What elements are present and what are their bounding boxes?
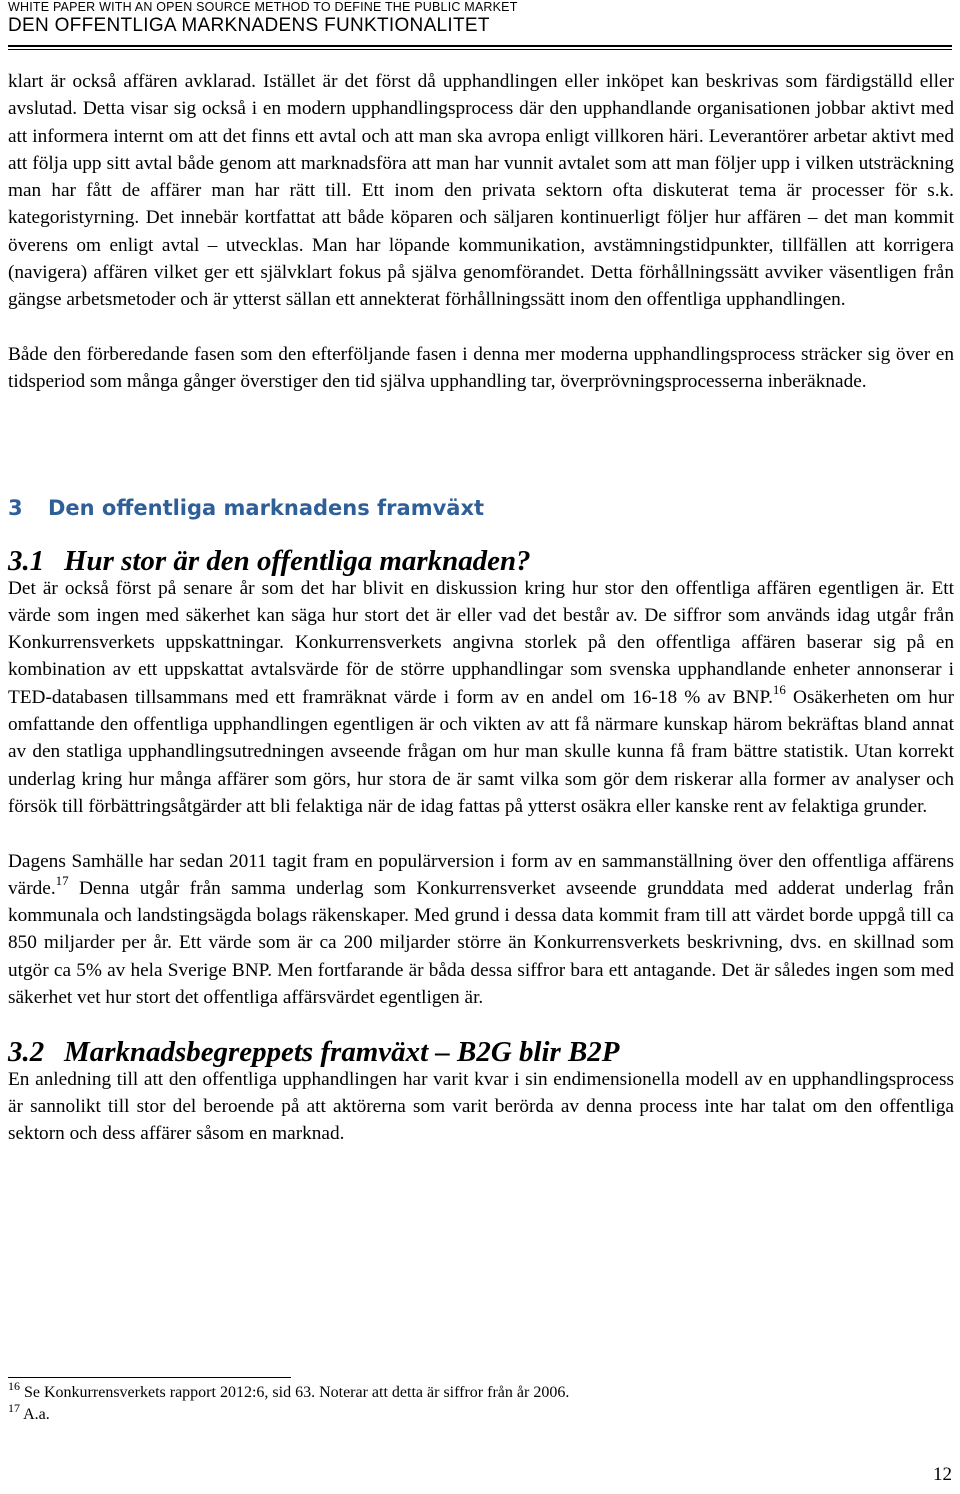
- page-header: [8, 0, 952, 37]
- footnote-reference[interactable]: 17: [55, 873, 69, 889]
- paragraph: [8, 575, 954, 821]
- paragraph: Både den förberedande fasen som den efterföljande fasen i denna mer moderna upphandlingsprocess sträcker sig över en tidsperiod som många gånger överstiger den tid själva upphandling tar, överprövningsprocesserna inberäknade.: [8, 343, 954, 393]
- subsection-number: 3.1: [8, 544, 45, 577]
- footnote-text: A.a.: [20, 1406, 50, 1423]
- footnotes: [8, 1378, 948, 1426]
- footnote-reference[interactable]: 16: [772, 682, 786, 698]
- paragraph-text: Det är också först på senare år som det har blivit en diskussion kring hur stor den offentliga affären egentligen är. Ett värde som ingen med säkerhet kan säga hur stort det är eller vad det består av. De siffror som används idag utgår från Konkurrensverkets uppskattningar. Konkurrensverkets angivna storlek på den offentliga affären baserar sig på en kombination av ett uppskattat avtalsvärde för de större upphandlingar som svenska upphandlande enheter annonserar i TED-databasen tillsammans med ett framräknat värde i form av en andel om 16-18 % av BNP.: [8, 577, 954, 708]
- subsection-title: Marknadsbegreppets framväxt – B2G blir B2P: [64, 1035, 620, 1068]
- section-number: 3: [8, 495, 23, 520]
- header-divider: [8, 45, 952, 50]
- header-title: DEN OFFENTLIGA MARKNADENS FUNKTIONALITET: [8, 15, 490, 36]
- footnote-number: 17: [8, 1400, 20, 1415]
- footnote: [8, 1378, 948, 1404]
- section-title: Den offentliga marknadens framväxt: [48, 495, 485, 520]
- paragraph-text: Dagens Samhälle har sedan 2011 tagit fram en populärversion i form av en sammanställning över den offentliga affärens värde.: [8, 850, 954, 899]
- footnote-text: Se Konkurrensverkets rapport 2012:6, sid 63. Noterar att detta är siffror från år 2006.: [20, 1384, 570, 1401]
- paragraph-text: Denna utgår från samma underlag som Konkurrensverket avseende grunddata med adderat underlag från kommunala och landstingsägda bolags räkenskaper. Med grund i dessa data kommit fram till att värdet borde uppgå till ca 850 miljarder per år. Ett värde som är ca 200 miljarder större än Konkurrensverkets beskrivning, dvs. en skillnad som utgör ca 5% av hela Sverige BNP. Men fortfarande är båda dessa siffror bara ett antagande. Det är således ingen som med säkerhet vet hur stort det offentliga affärsvärdet egentligen är.: [8, 877, 954, 1009]
- subsection-title: Hur stor är den offentliga marknaden?: [64, 544, 531, 577]
- footnote: [8, 1400, 948, 1426]
- subsection-heading: [8, 544, 954, 577]
- subsection-heading: [8, 1035, 954, 1068]
- footnote-divider: [8, 1377, 291, 1378]
- page-number: 12: [933, 1464, 952, 1485]
- paragraph-text: Osäkerheten om hur omfattande den offentliga upphandlingen egentligen är och vikten av att få närmare kunskap härom bekräftas bland annat av den statliga upphandlingsutredningen avseende frågan om hur man skulle kunna få fram bättre statistik. Utan korrekt underlag kring hur många affärer som görs, hur stora de är samt vilka som gör dem riskerar alla former av analyser och försök till förbättringsåtgärder att bli felaktiga när de idag fattas på ytterst osäkra eller kanske rent av felaktiga grunder.: [8, 686, 954, 817]
- document-body: [8, 68, 954, 1148]
- subsection-number: 3.2: [8, 1035, 45, 1068]
- footnote-number: 16: [8, 1378, 20, 1393]
- header-subtitle: WHITE PAPER WITH AN OPEN SOURCE METHOD TO DEFINE THE PUBLIC MARKET: [8, 0, 518, 14]
- section-heading: [8, 494, 954, 522]
- paragraph: klart är också affären avklarad. Istället är det först då upphandlingen eller inköpet kan beskrivas som färdigställd eller avslutad. Detta visar sig också i en modern upphandlingsprocess där den upphandlande organisationen jobbar aktivt med att informera internt om att det finns ett avtal och att man ska avropa enligt villkoren häri. Leverantörer arbetar aktivt med att följa upp sitt avtal både genom att marknadsföra att man har vunnit avtalet som att man följer upp i vilken utsträckning man har fått de affärer man har rätt till. Ett inom den privata sektorn ofta diskuterat tema är processer för s.k. kategoristyrning. Det innebär kortfattat att både köparen och säljaren kontinuerligt följer hur affären – det man kommit överens om enligt avtal – utvecklas. Man har löpande kommunikation, avstämningstidpunkter, tillfällen att korrigera (navigera) affären vilket ger ett självklart fokus på själva genomförandet. Detta förhållningssätt avviker väsentligen från gängse arbetsmetoder och är ytterst sällan ett annekterat förhållningssätt inom den offentliga upphandlingen.: [8, 71, 954, 311]
- paragraph: [8, 848, 954, 1012]
- paragraph: En anledning till att den offentliga upphandlingen har varit kvar i sin endimensionella modell av en upphandlingsprocess är sannolikt till stor del beroende på att aktörerna som varit berörda av denna process inte har talat om den offentliga sektorn och dess affärer såsom en marknad.: [8, 1068, 954, 1145]
